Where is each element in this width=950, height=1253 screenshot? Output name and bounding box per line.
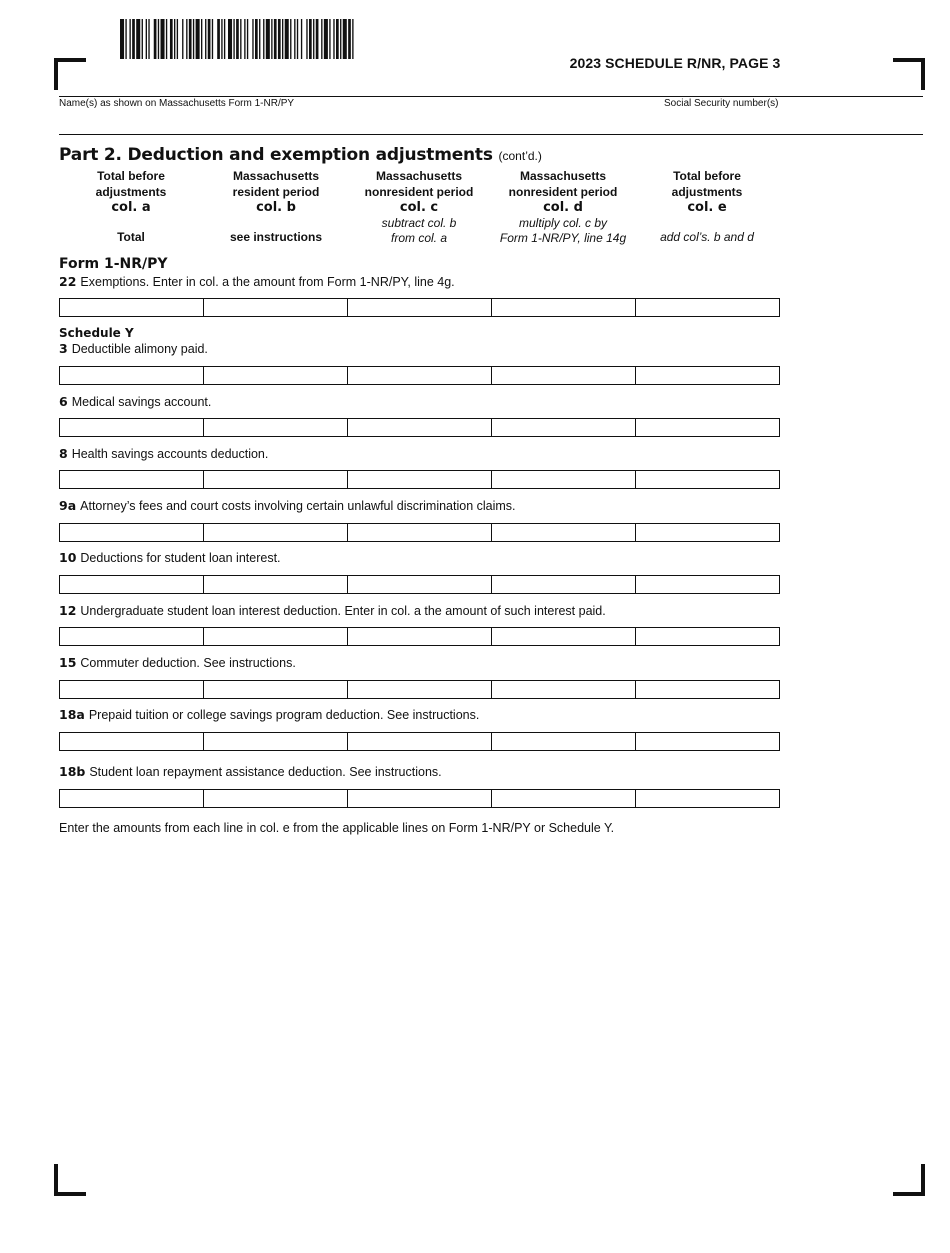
line-10-entry-row: [59, 575, 780, 594]
barcode-bar: [290, 19, 291, 59]
line-18a-col-e-input[interactable]: [635, 732, 780, 751]
crop-mark-bottom-right: [893, 1164, 925, 1196]
barcode-bar: [301, 19, 302, 59]
column-header-e: [635, 169, 779, 244]
line-number: 22: [59, 274, 77, 289]
barcode-bar: [297, 19, 298, 59]
barcode-bar: [129, 19, 130, 59]
line-12-col-b-input[interactable]: [203, 627, 347, 646]
line-text: Commuter deduction. See instructions.: [80, 656, 296, 670]
column-header-line2: nonresident period: [364, 184, 474, 199]
line-8-col-c-input[interactable]: [347, 470, 491, 489]
line-number: 12: [59, 603, 77, 618]
line-8-col-d-input[interactable]: [491, 470, 635, 489]
part-title-text: Part 2. Deduction and exemption adjustments: [59, 145, 493, 165]
column-header-a: [59, 169, 203, 244]
line-text: Deductible alimony paid.: [71, 342, 208, 356]
line-9a-col-d-input[interactable]: [491, 523, 635, 542]
barcode-bar: [333, 19, 334, 59]
barcode-bar: [158, 19, 159, 59]
line-15-entry-row: [59, 680, 780, 699]
barcode-bar: [166, 19, 167, 59]
barcode-bar: [221, 19, 222, 59]
column-header-line1: Massachusetts: [232, 169, 320, 183]
barcode-bar: [348, 19, 351, 59]
barcode-bar: [252, 19, 253, 59]
barcode-bar: [244, 19, 245, 59]
line-9a-entry-row: [59, 523, 780, 542]
column-header-note2: add col’s. b and d: [660, 230, 754, 244]
line-text: Prepaid tuition or college savings program deduction. See instructions.: [88, 708, 480, 722]
barcode-bar: [324, 19, 328, 59]
column-header-col: col. b: [256, 200, 296, 215]
barcode-bar: [189, 19, 192, 59]
header-rule-bottom: [59, 134, 923, 135]
line-label-9a: [59, 498, 516, 513]
line-text: Medical savings account.: [71, 395, 212, 409]
line-12-col-e-input[interactable]: [635, 627, 780, 646]
line-18a-col-c-input[interactable]: [347, 732, 491, 751]
barcode-bar: [228, 19, 232, 59]
barcode-bar: [132, 19, 135, 59]
line-text: Attorney’s fees and court costs involving certain unlawful discrimination claims.: [80, 499, 516, 513]
line-12-col-a-input[interactable]: [59, 627, 203, 646]
barcode-bar: [177, 19, 178, 59]
barcode-bar: [259, 19, 260, 59]
line-3-col-c-input[interactable]: [347, 366, 491, 385]
column-header-col: col. d: [543, 200, 583, 215]
line-label-8: [59, 446, 268, 461]
barcode-bar: [294, 19, 295, 59]
barcode-bar: [170, 19, 173, 59]
line-6-col-d-input[interactable]: [491, 418, 635, 437]
barcode-bar: [146, 19, 147, 59]
line-10-col-c-input[interactable]: [347, 575, 491, 594]
line-number: 9a: [59, 498, 77, 513]
part-title-contd: (cont’d.): [498, 149, 542, 163]
line-18b-col-a-input[interactable]: [59, 789, 203, 808]
header-rule-top: [59, 96, 923, 97]
line-12-col-d-input[interactable]: [491, 627, 635, 646]
barcode-bar: [136, 19, 140, 59]
line-18b-col-c-input[interactable]: [347, 789, 491, 808]
line-label-22: [59, 274, 455, 289]
line-text: Exemptions. Enter in col. a the amount from Form 1-NR/PY, line 4g.: [80, 275, 455, 289]
line-9a-col-b-input[interactable]: [203, 523, 347, 542]
barcode-bar: [282, 19, 283, 59]
line-8-col-e-input[interactable]: [635, 470, 780, 489]
line-9a-col-c-input[interactable]: [347, 523, 491, 542]
line-10-col-a-input[interactable]: [59, 575, 203, 594]
line-18b-col-b-input[interactable]: [203, 789, 347, 808]
barcode-bar: [278, 19, 281, 59]
line-10-col-e-input[interactable]: [635, 575, 780, 594]
line-9a-col-a-input[interactable]: [59, 523, 203, 542]
column-header-line1: Massachusetts: [519, 169, 607, 183]
line-number: 10: [59, 550, 77, 565]
section-schedule-title: Schedule Y: [59, 326, 134, 340]
line-18b-col-d-input[interactable]: [491, 789, 635, 808]
line-12-entry-row: [59, 627, 780, 646]
barcode-bar: [236, 19, 239, 59]
barcode-bar: [148, 19, 149, 59]
name-field[interactable]: [59, 110, 659, 132]
column-header-footer: see instructions: [229, 230, 323, 244]
barcode-bar: [285, 19, 289, 59]
line-number: 18a: [59, 707, 85, 722]
line-label-6: [59, 394, 211, 409]
line-15-col-e-input[interactable]: [635, 680, 780, 699]
column-header-col: col. a: [111, 200, 151, 215]
column-header-col: col. e: [687, 200, 727, 215]
line-label-18b: [59, 764, 442, 779]
line-10-col-b-input[interactable]: [203, 575, 347, 594]
line-label-15: [59, 655, 296, 670]
line-6-col-b-input[interactable]: [203, 418, 347, 437]
column-header-footer: Total: [117, 230, 145, 244]
barcode-bar: [212, 19, 213, 59]
line-6-col-c-input[interactable]: [347, 418, 491, 437]
line-18a-col-b-input[interactable]: [203, 732, 347, 751]
barcode-bar: [154, 19, 157, 59]
line-6-entry-row: [59, 418, 780, 437]
column-header-d: [491, 169, 635, 247]
barcode-bar: [205, 19, 206, 59]
barcode-bar: [217, 19, 220, 59]
line-18b-col-e-input[interactable]: [635, 789, 780, 808]
column-header-b: [204, 169, 348, 244]
line-text: Health savings accounts deduction.: [71, 447, 269, 461]
line-label-12: [59, 603, 606, 618]
ssn-field-label: Social Security number(s): [664, 98, 779, 109]
barcode-bar: [186, 19, 187, 59]
line-label-3: [59, 341, 208, 356]
barcode-bar: [274, 19, 277, 59]
line-label-10: [59, 550, 281, 565]
column-header-line1: Massachusetts: [375, 169, 463, 183]
column-header-line2: resident period: [232, 184, 320, 199]
barcode-bar: [233, 19, 234, 59]
line-8-col-a-input[interactable]: [59, 470, 203, 489]
column-header-note1: subtract col. b: [381, 215, 457, 230]
barcode-bar: [196, 19, 200, 59]
barcode-bar: [125, 19, 126, 59]
line-15-col-c-input[interactable]: [347, 680, 491, 699]
barcode-bar: [255, 19, 258, 59]
barcode-bar: [352, 19, 353, 59]
column-header-note2: Form 1-NR/PY, line 14g: [499, 231, 627, 245]
line-number: 6: [59, 394, 68, 409]
barcode-bar: [161, 19, 165, 59]
line-22-col-c-input[interactable]: [347, 298, 491, 317]
line-6-col-e-input[interactable]: [635, 418, 780, 437]
barcode-bar: [174, 19, 175, 59]
barcode-bar: [247, 19, 248, 59]
column-header-line2: adjustments: [671, 184, 743, 199]
footer-note: Enter the amounts from each line in col. e from the applicable lines on Form 1-NR/PY or Schedule Y.: [59, 821, 615, 835]
barcode-bar: [271, 19, 272, 59]
name-field-label: Name(s) as shown on Massachusetts Form 1-NR/PY: [59, 98, 295, 109]
barcode-bar: [336, 19, 339, 59]
barcode-bar: [193, 19, 194, 59]
line-text: Student loan repayment assistance deduction. See instructions.: [89, 765, 442, 779]
line-10-col-d-input[interactable]: [491, 575, 635, 594]
line-22-col-a-input[interactable]: [59, 298, 203, 317]
section-form-title: Form 1-NR/PY: [59, 256, 168, 272]
line-text: Deductions for student loan interest.: [80, 551, 281, 565]
column-header-line2: nonresident period: [508, 184, 618, 199]
barcode-bar: [182, 19, 183, 59]
line-18a-entry-row: [59, 732, 780, 751]
line-6-col-a-input[interactable]: [59, 418, 203, 437]
barcode-bar: [266, 19, 270, 59]
barcode-bar: [343, 19, 347, 59]
barcode-bar: [201, 19, 202, 59]
barcode-bar: [120, 19, 124, 59]
line-3-entry-row: [59, 366, 780, 385]
line-12-col-c-input[interactable]: [347, 627, 491, 646]
line-15-col-b-input[interactable]: [203, 680, 347, 699]
crop-mark-top-left: [54, 58, 86, 90]
column-header-note1: multiply col. c by: [518, 215, 608, 230]
line-18b-entry-row: [59, 789, 780, 808]
barcode-bar: [142, 19, 143, 59]
line-15-col-d-input[interactable]: [491, 680, 635, 699]
line-22-col-b-input[interactable]: [203, 298, 347, 317]
line-8-entry-row: [59, 470, 780, 489]
line-9a-col-e-input[interactable]: [635, 523, 780, 542]
line-number: 8: [59, 446, 68, 461]
barcode-bar: [321, 19, 322, 59]
line-3-col-b-input[interactable]: [203, 366, 347, 385]
line-3-col-a-input[interactable]: [59, 366, 203, 385]
barcode-bar: [263, 19, 264, 59]
barcode-bar: [240, 19, 241, 59]
line-22-col-d-input[interactable]: [491, 298, 635, 317]
part-title: [59, 145, 542, 165]
barcode-bar: [208, 19, 211, 59]
column-header-c: [347, 169, 491, 247]
line-text: Undergraduate student loan interest deduction. Enter in col. a the amount of such interest paid.: [80, 604, 606, 618]
column-header-line2: adjustments: [95, 184, 167, 199]
line-number: 3: [59, 341, 68, 356]
page-title: 2023 SCHEDULE R/NR, PAGE 3: [569, 55, 781, 71]
line-22-col-e-input[interactable]: [635, 298, 780, 317]
barcode-bar: [224, 19, 225, 59]
line-18a-col-d-input[interactable]: [491, 732, 635, 751]
line-22-entry-row: [59, 298, 780, 317]
column-header-col: col. c: [399, 200, 439, 215]
ssn-field[interactable]: [664, 110, 923, 132]
barcode-bar: [313, 19, 314, 59]
column-header-note2: from col. a: [390, 231, 447, 245]
barcode-bar: [329, 19, 330, 59]
line-number: 18b: [59, 764, 86, 779]
column-header-line1: Total before: [97, 169, 165, 183]
crop-mark-bottom-left: [54, 1164, 86, 1196]
line-18a-col-a-input[interactable]: [59, 732, 203, 751]
line-15-col-a-input[interactable]: [59, 680, 203, 699]
barcode-bar: [340, 19, 341, 59]
barcode-bar: [309, 19, 312, 59]
crop-mark-top-right: [893, 58, 925, 90]
column-header-line1: Total before: [673, 169, 741, 183]
line-label-18a: [59, 707, 479, 722]
line-number: 15: [59, 655, 77, 670]
line-8-col-b-input[interactable]: [203, 470, 347, 489]
barcode-bar: [316, 19, 319, 59]
barcode-bar: [306, 19, 307, 59]
line-3-col-d-input[interactable]: [491, 366, 635, 385]
barcode: [120, 19, 438, 59]
line-3-col-e-input[interactable]: [635, 366, 780, 385]
